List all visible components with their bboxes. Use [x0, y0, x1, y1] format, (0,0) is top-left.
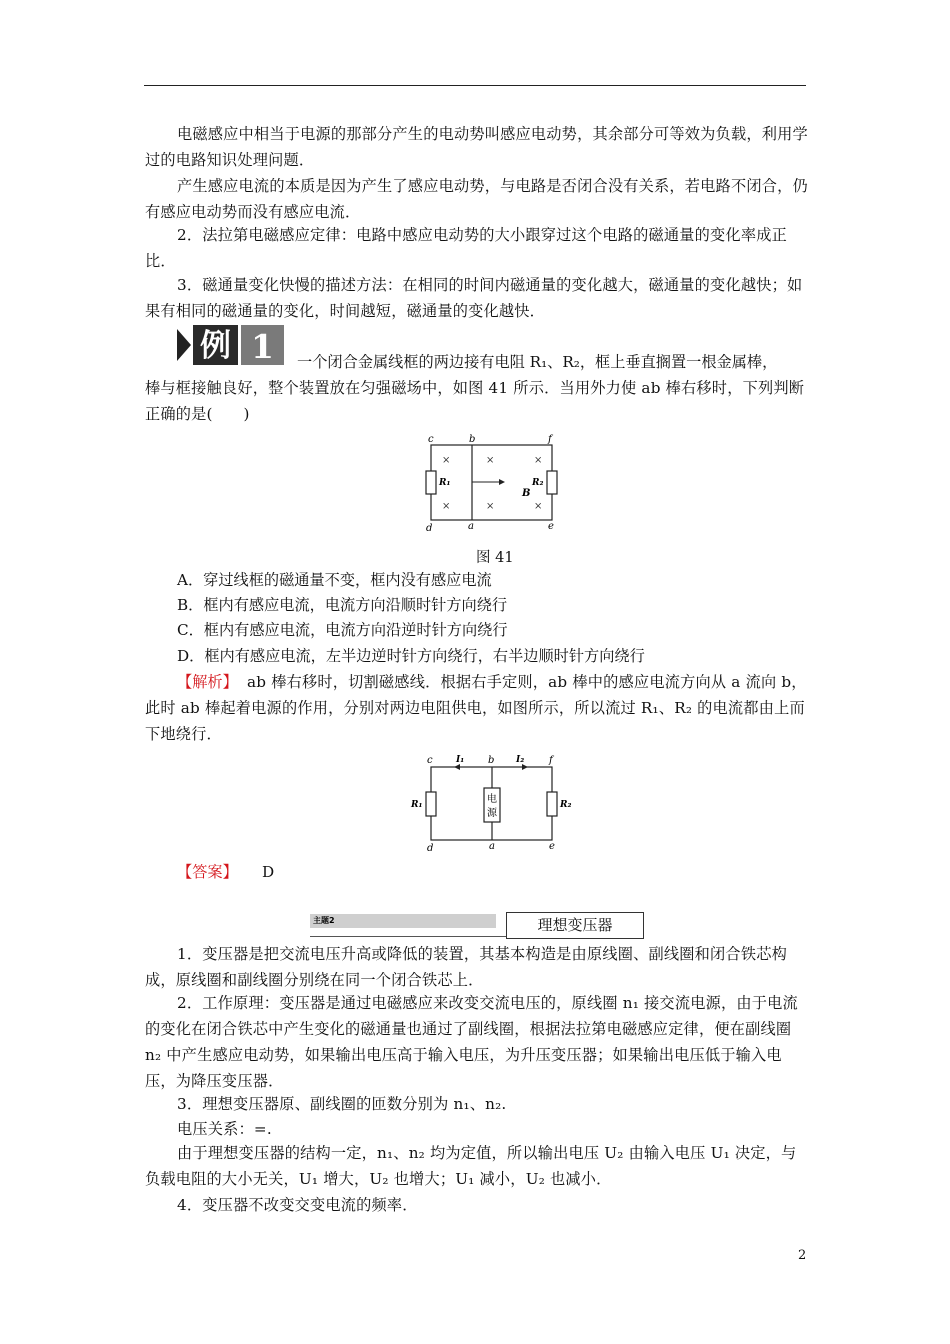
- paragraph: 4．变压器不改变交变电流的频率．: [177, 1196, 418, 1214]
- option-a: A．穿过线框的磁通量不变，框内没有感应电流: [177, 571, 492, 589]
- label-r1: R₁: [439, 478, 451, 488]
- label-a: a: [489, 841, 495, 852]
- example-question-line1: 一个闭合金属线框的两边接有电阻 R₁、R₂，框上垂直搁置一根金属棒，: [297, 353, 778, 371]
- example-badge: [177, 325, 284, 365]
- figure-current-diagram: [408, 748, 578, 854]
- paragraph: 2．法拉第电磁感应定律：电路中感应电动势的大小跟穿过这个电路的磁通量的变化率成正比．: [145, 226, 787, 270]
- option-d: D．框内有感应电流，左半边逆时针方向绕行，右半边顺时针方向绕行: [177, 647, 645, 665]
- source-label: 电: [487, 794, 497, 805]
- example-question-line2: 棒与框接触良好，整个装置放在匀强磁场中，如图 41 所示．当用外力使 ab 棒右移时，下列判断正确的是( ): [145, 379, 805, 423]
- topic-bar: [310, 914, 496, 928]
- topic-tag: 主题2: [313, 916, 335, 925]
- answer-label: 【答案】: [177, 863, 238, 881]
- figure-41-circuit: [420, 430, 570, 535]
- label-b: b: [469, 434, 476, 445]
- field-cross: ×: [534, 455, 543, 466]
- paragraph: 1．变压器是把交流电压升高或降低的装置，其基本构造是由原线圈、副线圈和闭合铁芯构成，原线圈和副线圈分别绕在同一个闭合铁芯上．: [145, 945, 787, 989]
- label-a: a: [468, 521, 474, 532]
- paragraph: 电压关系：=.: [177, 1120, 272, 1138]
- analysis-text: ab 棒右移时，切割磁感线．根据右手定则，ab 棒中的感应电流方向从 a 流向 b，此时 ab 棒起着电源的作用，分别对两边电阻供电，如图所示，所以流过 R₁、R₂ 的电流都由上而下地绕行．: [145, 673, 807, 743]
- header-rule: [144, 85, 806, 86]
- topic-title: 理想变压器: [506, 912, 644, 939]
- label-e: e: [549, 841, 555, 852]
- field-cross: ×: [486, 501, 495, 512]
- resistor-r2: [547, 792, 557, 816]
- resistor-r1: [426, 792, 436, 816]
- paragraph: 3．磁通量变化快慢的描述方法：在相同的时间内磁通量的变化越大，磁通量的变化越快；如果有相同的磁通量的变化，时间越短，磁通量的变化越快．: [145, 276, 803, 320]
- analysis-label: 【解析】: [177, 673, 238, 691]
- label-i1: I₁: [456, 755, 465, 765]
- figure-caption: 图 41: [476, 550, 514, 566]
- label-magnetic-field: B: [522, 488, 531, 499]
- example-badge-number: 1: [251, 327, 274, 365]
- label-e: e: [548, 521, 554, 532]
- label-r1: R₁: [411, 800, 423, 810]
- label-f: f: [548, 434, 552, 445]
- label-d: d: [427, 843, 434, 854]
- resistor-r2: [547, 471, 557, 494]
- paragraph: 2．工作原理：变压器是通过电磁感应来改变交流电压的，原线圈 n₁ 接交流电源，由于电流的变化在闭合铁芯中产生变化的磁通量也通过了副线圈，根据法拉第电磁感应定律，便在副线圈 n₂ 中产生感应电动势，如果输出电压高于输入电压，为升压变压器；如果输出电压低于输入电压，为降压变压器．: [145, 994, 798, 1090]
- paragraph: 产生感应电流的本质是因为产生了感应电动势，与电路是否闭合没有关系，若电路不闭合，仍有感应电动势而没有感应电流．: [145, 177, 808, 221]
- label-r2: R₂: [560, 800, 572, 810]
- label-c: c: [427, 755, 433, 766]
- topic-header: [310, 912, 644, 939]
- option-b: B．框内有感应电流，电流方向沿顺时针方向绕行: [177, 596, 508, 614]
- label-d: d: [426, 523, 433, 534]
- velocity-arrow: [499, 479, 505, 485]
- resistor-r1: [426, 471, 436, 494]
- page-number: 2: [798, 1248, 807, 1263]
- field-cross: ×: [442, 455, 451, 466]
- paragraph: 由于理想变压器的结构一定，n₁、n₂ 均为定值，所以输出电压 U₂ 由输入电压 U₁ 决定，与负载电阻的大小无关，U₁ 增大，U₂ 也增大；U₁ 减小，U₂ 也减小．: [145, 1144, 797, 1188]
- field-cross: ×: [534, 501, 543, 512]
- label-f: f: [549, 755, 553, 766]
- label-c: c: [428, 434, 434, 445]
- example-badge-char: 例: [200, 328, 231, 364]
- paragraph: 电磁感应中相当于电源的那部分产生的电动势叫感应电动势，其余部分可等效为负载，利用学过的电路知识处理问题．: [145, 125, 808, 169]
- field-cross: ×: [486, 455, 495, 466]
- source-label: 源: [487, 808, 497, 819]
- label-i2: I₂: [516, 755, 525, 765]
- topic-underline: [310, 936, 506, 937]
- paragraph: 3．理想变压器原、副线圈的匝数分别为 n₁、n₂.: [177, 1095, 507, 1113]
- answer-value: D: [262, 863, 275, 881]
- label-r2: R₂: [532, 478, 544, 488]
- field-cross: ×: [442, 501, 451, 512]
- option-c: C．框内有感应电流，电流方向沿逆时针方向绕行: [177, 621, 508, 639]
- label-b: b: [488, 755, 495, 766]
